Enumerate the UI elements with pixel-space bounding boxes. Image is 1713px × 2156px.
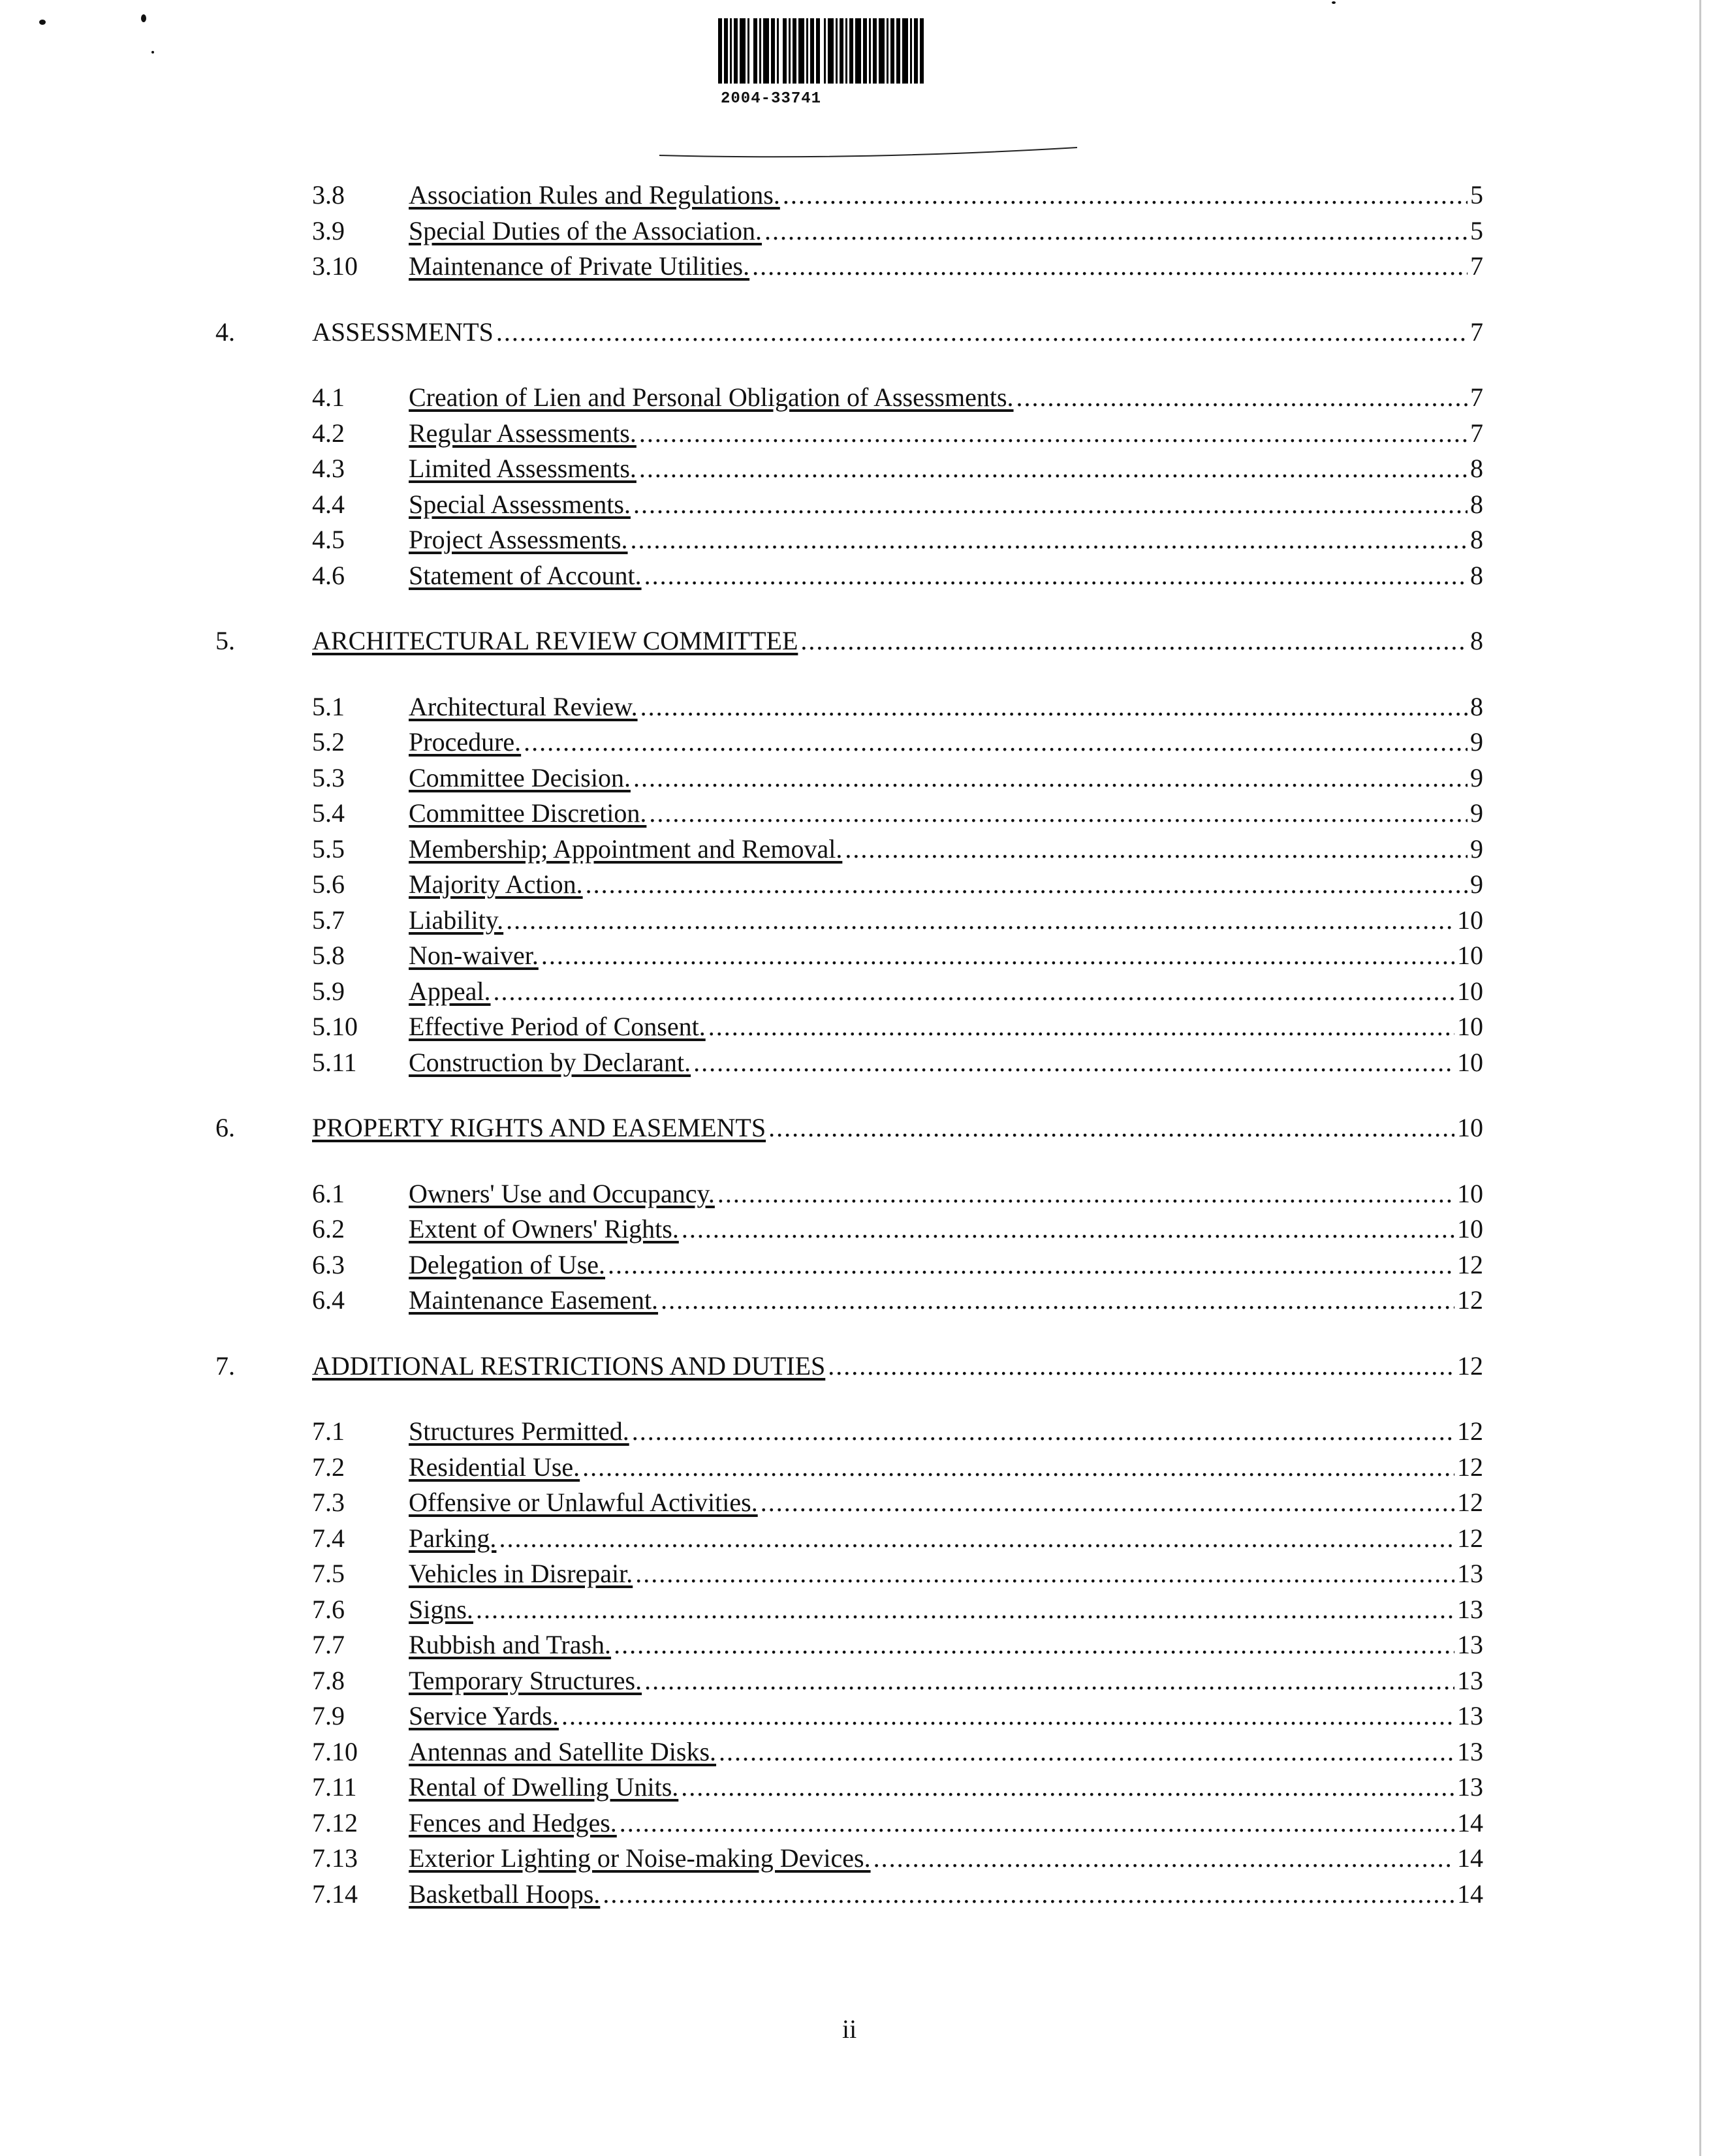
entry-title: Temporary Structures. — [409, 1665, 642, 1695]
entry-page: 9 — [1470, 869, 1483, 899]
entry-page: 10 — [1457, 976, 1483, 1006]
entry-number: 5.5 — [312, 834, 345, 864]
entry-line — [409, 558, 1483, 594]
entry-title: Special Assessments. — [409, 489, 631, 519]
entry-page: 13 — [1457, 1630, 1483, 1659]
toc-entry — [0, 1592, 1713, 1628]
dot-leader — [635, 1556, 1454, 1592]
scan-speck — [141, 14, 146, 22]
entry-page: 13 — [1457, 1736, 1483, 1766]
entry-title: Owners' Use and Occupancy. — [409, 1178, 715, 1208]
dot-leader — [561, 1698, 1454, 1734]
toc-entry — [0, 1805, 1713, 1841]
dot-leader — [644, 558, 1468, 594]
entry-number: 7.3 — [312, 1488, 345, 1517]
entry-number: 5.10 — [312, 1012, 358, 1041]
entry-title: Architectural Review. — [409, 691, 638, 721]
entry-page: 8 — [1470, 489, 1483, 519]
toc-entry — [0, 451, 1713, 487]
entry-page: 9 — [1470, 834, 1483, 864]
entry-number: 7.4 — [312, 1523, 345, 1553]
entry-title: Non-waiver. — [409, 941, 539, 970]
toc-section — [0, 1110, 1713, 1349]
entry-number: 7.7 — [312, 1630, 345, 1659]
entry-page: 13 — [1457, 1594, 1483, 1624]
toc-section — [0, 1349, 1713, 1913]
barcode-number: 2004-33741 — [721, 90, 822, 108]
entry-number: 3.10 — [312, 251, 358, 281]
dot-leader — [524, 725, 1468, 760]
toc-section — [0, 315, 1713, 624]
entry-page: 14 — [1457, 1807, 1483, 1837]
entry-page: 13 — [1457, 1701, 1483, 1730]
entry-number: 5.9 — [312, 976, 345, 1006]
entry-page: 8 — [1470, 626, 1483, 655]
toc-entry — [0, 689, 1713, 725]
entry-line — [409, 1592, 1483, 1628]
entry-number: 7. — [215, 1351, 235, 1381]
dot-leader — [608, 1247, 1454, 1283]
entry-page: 10 — [1457, 905, 1483, 935]
entry-page: 5 — [1470, 215, 1483, 245]
entry-line — [409, 1698, 1483, 1734]
entry-number: 7.10 — [312, 1736, 358, 1766]
entry-page: 7 — [1470, 317, 1483, 347]
entry-title: Statement of Account. — [409, 560, 642, 590]
entry-number: 5.1 — [312, 691, 345, 721]
entry-line — [409, 1485, 1483, 1521]
entry-number: 3.9 — [312, 215, 345, 245]
entry-title: ASSESSMENTS — [312, 317, 494, 347]
toc-entry — [0, 1627, 1713, 1663]
spacer — [0, 285, 1713, 315]
entry-title: Majority Action. — [409, 869, 583, 899]
entry-number: 4.6 — [312, 560, 345, 590]
entry-title: Liability. — [409, 905, 504, 935]
entry-line — [409, 1247, 1483, 1283]
entry-number: 6.3 — [312, 1249, 345, 1279]
toc-entry — [0, 1176, 1713, 1212]
entry-title: PROPERTY RIGHTS AND EASEMENTS — [312, 1113, 766, 1142]
dot-leader — [752, 249, 1468, 285]
entry-page: 8 — [1470, 691, 1483, 721]
entry-line — [409, 1521, 1483, 1557]
dot-leader — [800, 623, 1468, 659]
entry-page: 9 — [1470, 762, 1483, 792]
entry-page: 7 — [1470, 418, 1483, 448]
dot-leader — [764, 213, 1468, 249]
entry-line — [409, 1283, 1483, 1319]
dot-leader — [768, 1110, 1454, 1146]
toc-entry — [0, 558, 1713, 594]
spacer — [0, 659, 1713, 689]
dot-leader — [693, 1045, 1454, 1081]
entry-page: 8 — [1470, 454, 1483, 483]
entry-number: 5. — [215, 626, 235, 655]
entry-line — [409, 1663, 1483, 1699]
dot-leader — [717, 1176, 1454, 1212]
toc-entry — [0, 178, 1713, 213]
entry-line — [312, 1110, 1483, 1146]
entry-page: 5 — [1470, 180, 1483, 210]
entry-number: 5.11 — [312, 1047, 357, 1077]
toc-entry — [0, 1211, 1713, 1247]
toc-entry — [0, 1521, 1713, 1557]
entry-number: 6. — [215, 1113, 235, 1142]
entry-title: Regular Assessments. — [409, 418, 636, 448]
entry-number: 7.14 — [312, 1879, 358, 1909]
entry-number: 7.13 — [312, 1843, 358, 1873]
dot-leader — [845, 832, 1468, 867]
entry-page: 12 — [1457, 1249, 1483, 1279]
entry-number: 3.8 — [312, 180, 345, 210]
toc-entry — [0, 1485, 1713, 1521]
dot-leader — [644, 1663, 1454, 1699]
entry-line — [409, 1627, 1483, 1663]
entry-line — [409, 1770, 1483, 1805]
entry-title: Basketball Hoops. — [409, 1879, 601, 1909]
entry-page: 13 — [1457, 1665, 1483, 1695]
entry-title: Vehicles in Disrepair. — [409, 1559, 633, 1588]
scan-stroke — [659, 146, 1077, 162]
entry-title: Effective Period of Consent. — [409, 1012, 706, 1041]
dot-leader — [496, 315, 1468, 351]
toc-entry — [0, 832, 1713, 867]
entry-title: Procedure. — [409, 727, 522, 757]
toc-entry — [0, 1247, 1713, 1283]
entry-title: Parking. — [409, 1523, 497, 1553]
dot-leader — [631, 522, 1468, 558]
dot-leader — [681, 1770, 1454, 1805]
barcode-bar — [920, 18, 924, 84]
dot-leader — [506, 903, 1454, 939]
toc-section-heading — [0, 1349, 1713, 1384]
entry-title: Project Assessments. — [409, 525, 628, 554]
entry-number: 7.9 — [312, 1701, 345, 1730]
entry-line — [409, 522, 1483, 558]
toc-entry — [0, 1841, 1713, 1877]
entry-number: 7.1 — [312, 1416, 345, 1446]
barcode-bar — [879, 18, 885, 84]
entry-line — [409, 760, 1483, 796]
toc-entry — [0, 249, 1713, 285]
entry-line — [409, 1734, 1483, 1770]
entry-line — [409, 974, 1483, 1010]
entry-page: 12 — [1457, 1416, 1483, 1446]
entry-page: 10 — [1457, 1214, 1483, 1243]
dot-leader — [633, 487, 1468, 523]
entry-line — [409, 1877, 1483, 1913]
entry-line — [409, 1450, 1483, 1486]
entry-line — [409, 1176, 1483, 1212]
barcode-bar — [763, 18, 769, 84]
dot-leader — [661, 1283, 1454, 1319]
entry-title: Construction by Declarant. — [409, 1047, 691, 1077]
toc-entry — [0, 1009, 1713, 1045]
entry-number: 4.1 — [312, 383, 345, 412]
entry-page: 13 — [1457, 1772, 1483, 1802]
dot-leader — [603, 1877, 1454, 1913]
entry-title: Rubbish and Trash. — [409, 1630, 612, 1659]
entry-number: 5.7 — [312, 905, 345, 935]
entry-title: Special Duties of the Association. — [409, 215, 762, 245]
entry-title: Structures Permitted. — [409, 1416, 629, 1446]
entry-line — [409, 416, 1483, 452]
entry-number: 5.3 — [312, 762, 345, 792]
entry-line — [409, 725, 1483, 760]
entry-number: 4.4 — [312, 489, 345, 519]
toc-entry — [0, 1877, 1713, 1913]
entry-line — [409, 689, 1483, 725]
entry-page: 12 — [1457, 1452, 1483, 1482]
entry-page: 9 — [1470, 727, 1483, 757]
entry-page: 7 — [1470, 383, 1483, 412]
entry-line — [409, 487, 1483, 523]
entry-title: Signs. — [409, 1594, 473, 1624]
entry-page: 10 — [1457, 1113, 1483, 1142]
toc-entry — [0, 1556, 1713, 1592]
entry-title: Committee Discretion. — [409, 798, 647, 828]
toc-entry — [0, 1698, 1713, 1734]
entry-title: Membership; Appointment and Removal. — [409, 834, 843, 864]
entry-number: 4.3 — [312, 454, 345, 483]
entry-page: 8 — [1470, 525, 1483, 554]
entry-title: Service Yards. — [409, 1701, 559, 1730]
entry-title: Maintenance of Private Utilities. — [409, 251, 750, 281]
dot-leader — [708, 1009, 1454, 1045]
dot-leader — [541, 938, 1454, 974]
spacer — [0, 1146, 1713, 1176]
toc-entry — [0, 974, 1713, 1010]
entry-page: 10 — [1457, 1012, 1483, 1041]
barcode-bar — [828, 18, 834, 84]
dot-leader — [639, 416, 1468, 452]
toc-section-heading — [0, 623, 1713, 659]
dot-leader — [1016, 380, 1468, 416]
entry-number: 6.4 — [312, 1285, 345, 1315]
entry-line — [409, 380, 1483, 416]
entry-line — [409, 1805, 1483, 1841]
entry-line — [312, 623, 1483, 659]
entry-title: Offensive or Unlawful Activities. — [409, 1488, 758, 1517]
dot-leader — [761, 1485, 1454, 1521]
dot-leader — [783, 178, 1468, 213]
dot-leader — [586, 867, 1468, 903]
toc-entry — [0, 1283, 1713, 1319]
entry-line — [409, 796, 1483, 832]
dot-leader — [639, 451, 1468, 487]
entry-number: 5.2 — [312, 727, 345, 757]
entry-line — [409, 249, 1483, 285]
dot-leader — [640, 689, 1468, 725]
toc-entry — [0, 938, 1713, 974]
entry-page: 12 — [1457, 1488, 1483, 1517]
toc-entry — [0, 1663, 1713, 1699]
entry-title: Appeal. — [409, 976, 491, 1006]
entry-number: 4.2 — [312, 418, 345, 448]
entry-number: 7.12 — [312, 1807, 358, 1837]
toc-entry — [0, 522, 1713, 558]
spacer — [0, 350, 1713, 380]
toc-entry — [0, 1734, 1713, 1770]
dot-leader — [873, 1841, 1454, 1877]
barcode-bar — [855, 18, 861, 84]
entry-title: Exterior Lighting or Noise-making Devices. — [409, 1843, 871, 1873]
toc-entry — [0, 416, 1713, 452]
toc-entry — [0, 867, 1713, 903]
toc-entry — [0, 1045, 1713, 1081]
toc-entry — [0, 1770, 1713, 1805]
entry-number: 7.11 — [312, 1772, 357, 1802]
entry-page: 12 — [1457, 1351, 1483, 1381]
barcode — [718, 18, 1018, 84]
scan-speck — [39, 20, 46, 25]
entry-number: 5.6 — [312, 869, 345, 899]
entry-line — [409, 867, 1483, 903]
toc-entry — [0, 760, 1713, 796]
toc-entry — [0, 903, 1713, 939]
entry-number: 7.2 — [312, 1452, 345, 1482]
entry-page: 10 — [1457, 941, 1483, 970]
entry-title: Residential Use. — [409, 1452, 580, 1482]
dot-leader — [828, 1349, 1454, 1384]
dot-leader — [499, 1521, 1454, 1557]
entry-number: 6.2 — [312, 1214, 345, 1243]
entry-page: 10 — [1457, 1178, 1483, 1208]
entry-number: 4. — [215, 317, 235, 347]
toc-entry — [0, 725, 1713, 760]
dot-leader — [614, 1627, 1454, 1663]
entry-page: 10 — [1457, 1047, 1483, 1077]
spacer — [0, 593, 1713, 623]
toc-entry — [0, 380, 1713, 416]
entry-line — [409, 1211, 1483, 1247]
dot-leader — [719, 1734, 1454, 1770]
entry-page: 13 — [1457, 1559, 1483, 1588]
entry-number: 5.8 — [312, 941, 345, 970]
entry-title: Committee Decision. — [409, 762, 631, 792]
entry-number: 7.8 — [312, 1665, 345, 1695]
toc-section — [0, 178, 1713, 315]
entry-line — [409, 213, 1483, 249]
entry-title: Creation of Lien and Personal Obligation of Assessments. — [409, 383, 1014, 412]
dot-leader — [682, 1211, 1454, 1247]
entry-line — [409, 903, 1483, 939]
entry-line — [409, 1045, 1483, 1081]
page-number: ii — [842, 2014, 857, 2044]
entry-line — [409, 1414, 1483, 1450]
barcode-bar — [902, 18, 908, 84]
entry-title: ARCHITECTURAL REVIEW COMMITTEE — [312, 626, 798, 655]
toc-entry — [0, 213, 1713, 249]
table-of-contents — [0, 178, 1713, 1912]
entry-page: 14 — [1457, 1843, 1483, 1873]
entry-page: 12 — [1457, 1523, 1483, 1553]
barcode-bar — [798, 18, 804, 84]
entry-title: ADDITIONAL RESTRICTIONS AND DUTIES — [312, 1351, 826, 1381]
spacer — [0, 1080, 1713, 1110]
entry-title: Antennas and Satellite Disks. — [409, 1736, 717, 1766]
entry-number: 6.1 — [312, 1178, 345, 1208]
entry-number: 7.5 — [312, 1559, 345, 1588]
dot-leader — [582, 1450, 1454, 1486]
entry-line — [409, 1009, 1483, 1045]
entry-page: 8 — [1470, 560, 1483, 590]
entry-page: 12 — [1457, 1285, 1483, 1315]
toc-entry — [0, 796, 1713, 832]
barcode-bar — [740, 18, 746, 84]
toc-entry — [0, 1414, 1713, 1450]
toc-entry — [0, 1450, 1713, 1486]
toc-section-heading — [0, 1110, 1713, 1146]
toc-section — [0, 623, 1713, 1110]
entry-line — [312, 315, 1483, 351]
entry-number: 4.5 — [312, 525, 345, 554]
entry-line — [409, 178, 1483, 213]
entry-line — [409, 1556, 1483, 1592]
dot-leader — [649, 796, 1468, 832]
entry-title: Rental of Dwelling Units. — [409, 1772, 679, 1802]
entry-title: Limited Assessments. — [409, 454, 636, 483]
barcode-stamp — [718, 18, 1018, 108]
entry-line — [409, 451, 1483, 487]
entry-line — [409, 1841, 1483, 1877]
entry-page: 14 — [1457, 1879, 1483, 1909]
spacer — [0, 1384, 1713, 1414]
entry-number: 5.4 — [312, 798, 345, 828]
scan-speck — [151, 51, 154, 54]
dot-leader — [476, 1592, 1454, 1628]
entry-line — [409, 938, 1483, 974]
entry-page: 7 — [1470, 251, 1483, 281]
entry-title: Maintenance Easement. — [409, 1285, 659, 1315]
toc-entry — [0, 487, 1713, 523]
entry-line — [409, 832, 1483, 867]
dot-leader — [633, 760, 1468, 796]
dot-leader — [494, 974, 1454, 1010]
entry-page: 9 — [1470, 798, 1483, 828]
entry-title: Fences and Hedges. — [409, 1807, 617, 1837]
entry-title: Delegation of Use. — [409, 1249, 606, 1279]
toc-section-heading — [0, 315, 1713, 351]
dot-leader — [620, 1805, 1454, 1841]
page-edge — [1699, 0, 1701, 2156]
scan-speck — [1332, 1, 1336, 4]
entry-title: Extent of Owners' Rights. — [409, 1214, 679, 1243]
dot-leader — [632, 1414, 1454, 1450]
entry-line — [312, 1349, 1483, 1384]
entry-number: 7.6 — [312, 1594, 345, 1624]
spacer — [0, 1319, 1713, 1349]
entry-title: Association Rules and Regulations. — [409, 180, 780, 210]
